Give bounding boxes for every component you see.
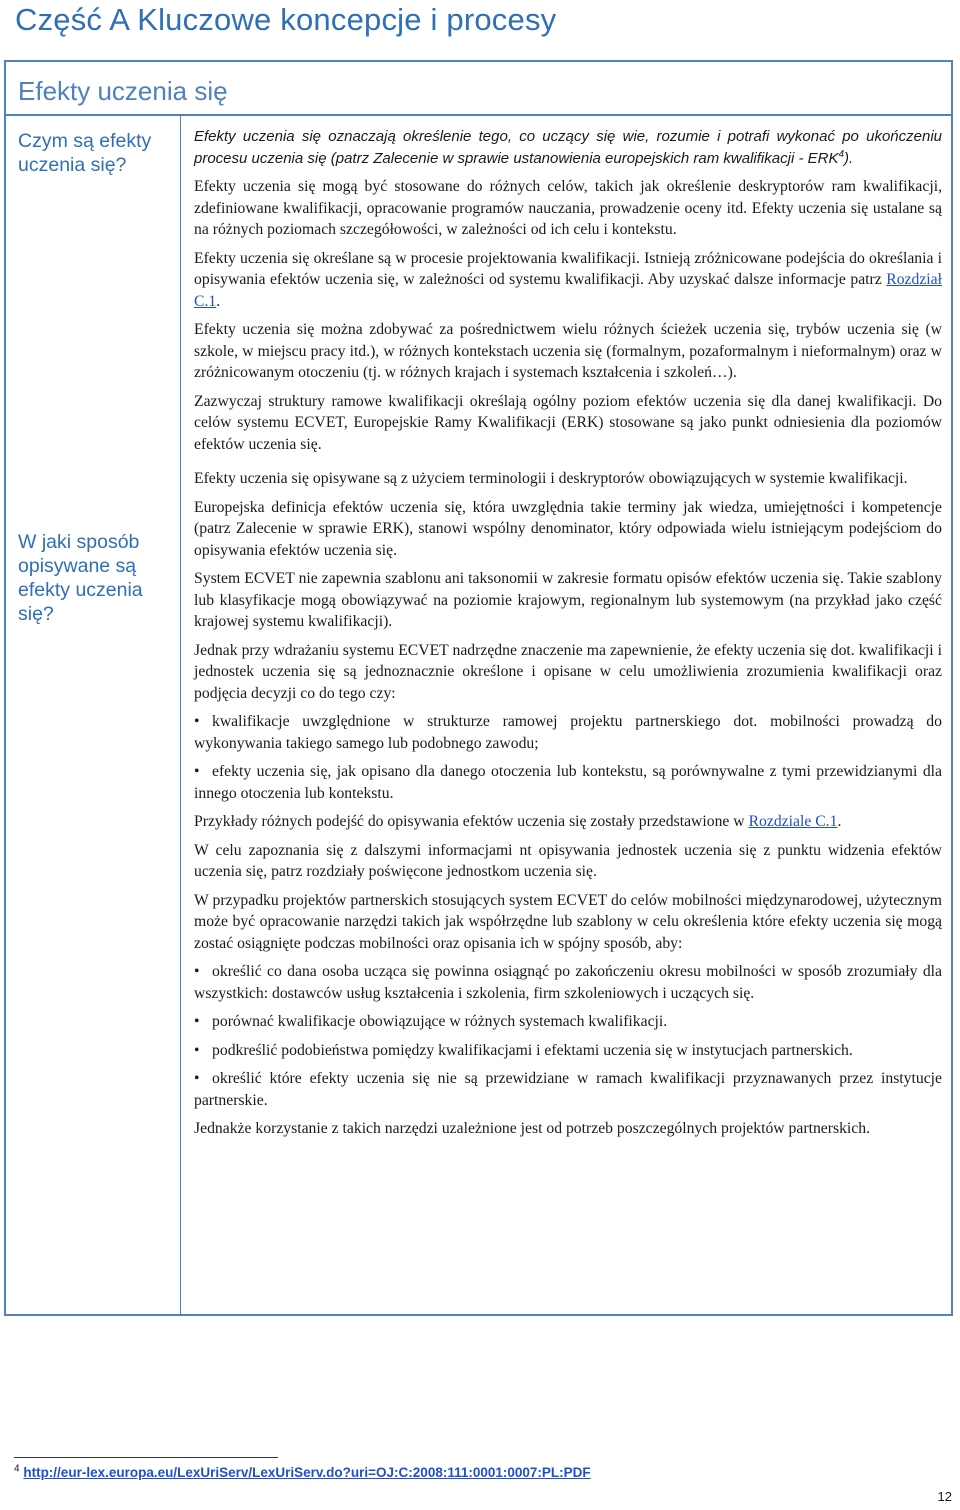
page-number: 12 [937, 1489, 952, 1504]
section-title: Efekty uczenia się [18, 76, 228, 106]
sidebar-heading-description: W jaki sposób opisywane są efekty uczenia się? [18, 531, 143, 625]
bullet-icon: • [194, 713, 200, 730]
bullet-item [194, 711, 942, 754]
footnote-divider [14, 1457, 278, 1458]
paragraph: Europejska definicja efektów uczenia się, która uwzględnia takie terminy jak wiedza, umiejętności i kompetencje (patrz Zalecenie w sprawie ERK), stanowi wspólny denominator, który odpowiada wielu istniejącym podejściom do opisywania efektów uczenia się. [194, 498, 942, 559]
bullet-text: podkreślić podobieństwa pomiędzy kwalifikacjami i efektami uczenia się w instytucjach partnerskich. [212, 1041, 853, 1059]
footnote [14, 1465, 591, 1480]
bullet-text: określić co dana osoba ucząca się powinna osiągnąć po zakończeniu okresu mobilności w sposób zrozumiały dla wszystkich: dostawców usług kształcenia i szkolenia, firm szkoleniowych i uczących się. [194, 963, 942, 1002]
footnote-link[interactable]: http://eur-lex.europa.eu/LexUriServ/LexUriServ.do?uri=OJ:C:2008:111:0001:0007:PL:PDF [23, 1465, 591, 1480]
bullet-item [194, 761, 942, 804]
paragraph-text: . [216, 292, 221, 310]
paragraph [194, 811, 942, 833]
paragraph: Jednak przy wdrażaniu systemu ECVET nadrzędne znaczenie ma zapewnienie, że efekty uczenia się dot. kwalifikacji i jednostek uczenia się są jednoznacznie określone i opisane w celu umożliwienia zrozumienia kwalifikacji oraz podjęcia decyzji co do tego czy: [194, 641, 942, 702]
bullet-icon: • [194, 1041, 200, 1059]
chapter-link[interactable]: Rozdział C.1 [194, 271, 942, 310]
bullet-text: efekty uczenia się, jak opisano dla danego otoczenia lub kontekstu, są porównywalne z tymi przewidzianymi dla innego otoczenia lub kontekstu. [194, 763, 942, 802]
bullet-item [194, 961, 942, 1004]
sidebar-heading-definition: Czym są efekty uczenia się? [18, 130, 152, 176]
footnote-number: 4 [14, 1463, 20, 1475]
bullet-icon: • [194, 963, 200, 980]
main-content [194, 126, 942, 1147]
paragraph: Efekty uczenia się opisywane są z użyciem terminologii i deskryptorów obowiązujących w systemie kwalifikacji. [194, 470, 908, 487]
paragraph-text: Efekty uczenia się oznaczają określenie tego, co uczący się wie, rozumie i potrafi wykonać po ukończeniu procesu uczenia się (patrz Zalecenie w sprawie ustanowienia europejskich ram kwalifikacji - ERK [194, 128, 942, 167]
paragraph: Efekty uczenia się mogą być stosowane do różnych celów, takich jak określenie deskryptorów ram kwalifikacji, zdefiniowane kwalifikacji, opracowanie programów nauczania, prowadzenie oceny itd. Efekty uczenia się ustalane są na różnych poziomach szczegółowości, w zależności od ich celu i kontekstu. [194, 178, 942, 238]
section-header [6, 62, 951, 116]
bullet-icon: • [194, 763, 200, 780]
column-divider [180, 114, 181, 1314]
bullet-text: określić które efekty uczenia się nie są przewidziane w ramach kwalifikacji przyznawanych przez instytucje partnerskie. [194, 1070, 942, 1109]
paragraph-text: ). [844, 149, 854, 167]
bullet-item [194, 1011, 942, 1033]
bullet-icon: • [194, 1013, 200, 1030]
bullet-icon: • [194, 1070, 200, 1087]
paragraph: System ECVET nie zapewnia szablonu ani taksonomii w zakresie formatu opisów efektów uczenia się. Takie szablony lub klasyfikacje mogą obowiązywać na poziomie krajowym, regionalnym lub systemowym (na przykład jako część krajowej systemu kwalifikacji). [194, 570, 942, 630]
page-title: Część A Kluczowe koncepcje i procesy [15, 2, 557, 37]
bullet-item [194, 1040, 942, 1062]
footnote-ref[interactable]: 4 [838, 148, 845, 160]
paragraph-definition [194, 126, 942, 169]
paragraph-text: Przykłady różnych podejść do opisywania efektów uczenia się zostały przedstawione w [194, 813, 749, 830]
paragraph: W przypadku projektów partnerskich stosujących system ECVET do celów mobilności międzynarodowej, użytecznym może być opracowanie narzędzi takich jak współrzędne lub szablony w celu określenia które efekty uczenia się mogą zostać osiągnięte podczas mobilności oraz opisania ich w spójny sposób, aby: [194, 891, 942, 952]
paragraph: W celu zapoznania się z dalszymi informacjami nt opisywania jednostek uczenia się z punktu widzenia efektów uczenia się, patrz rozdziały poświęcone jednostkom uczenia się. [194, 841, 942, 880]
paragraph: Zazwyczaj struktury ramowe kwalifikacji określają ogólny poziom efektów uczenia się dla danej kwalifikacji. Do celów systemu ECVET, Europejskie Ramy Kwalifikacji (ERK) stosowane są jako punkt odniesienia dla poziomów efektów uczenia się. [194, 392, 942, 453]
chapter-link[interactable]: Rozdziale C.1 [748, 813, 838, 830]
paragraph-text: Efekty uczenia się określane są w procesie projektowania kwalifikacji. Istnieją zróżnicowane podejścia do określania i opisywania efektów uczenia się, w zależności od systemu kwalifikacji. Aby uzyskać dalsze informacje patrz [194, 249, 942, 288]
paragraph: Jednakże korzystanie z takich narzędzi uzależnione jest od potrzeb poszczególnych projektów partnerskich. [194, 1120, 871, 1137]
bullet-item [194, 1068, 942, 1111]
paragraph: Efekty uczenia się można zdobywać za pośrednictwem wielu różnych ścieżek uczenia się, trybów uczenia się (w szkole, w miejscu pracy itd.), w różnych kontekstach uczenia się (formalnym, pozaformalnym i nieformalnym) oraz w zróżnicowanym otoczeniu (tj. w różnych krajach i systemach kształcenia i szkoleń…). [194, 321, 942, 381]
bullet-text: porównać kwalifikacje obowiązujące w różnych systemach kwalifikacji. [212, 1013, 668, 1030]
paragraph [194, 248, 942, 313]
bullet-text: kwalifikacje uwzględnione w strukturze ramowej projektu partnerskiego dot. mobilności prowadzą do wykonywania takiego samego lub podobnego zawodu; [194, 713, 942, 752]
paragraph-text: . [837, 813, 842, 830]
